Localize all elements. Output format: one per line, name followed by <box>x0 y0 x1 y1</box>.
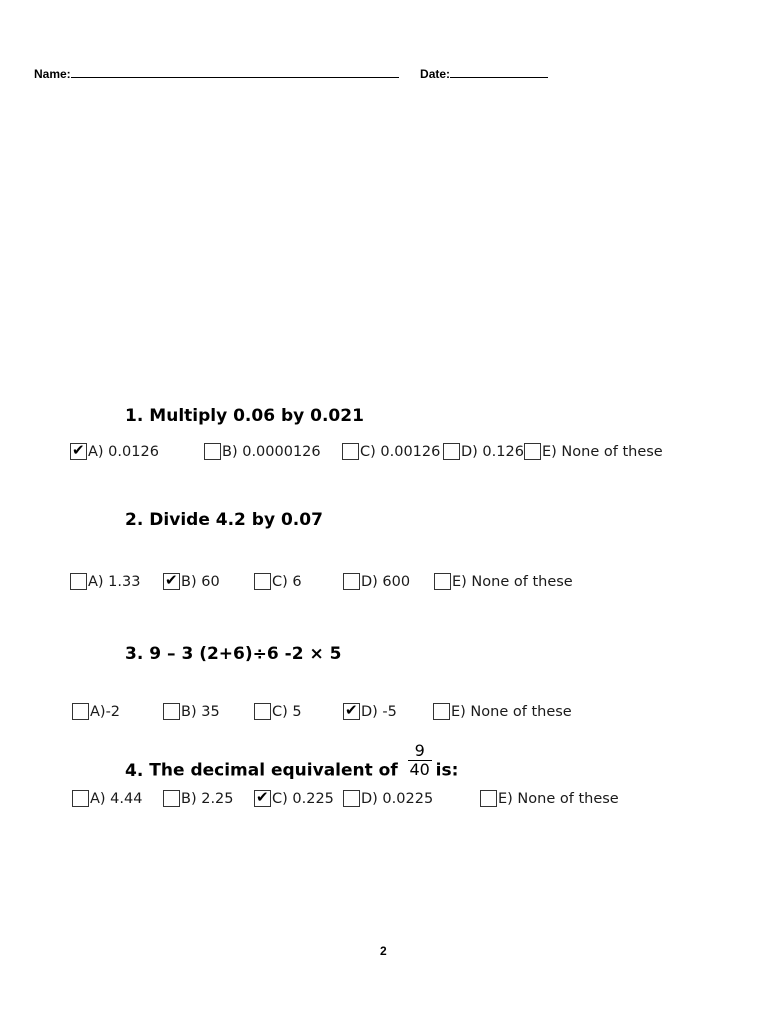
option-label: D) 0.126 <box>461 443 524 460</box>
question-text: Divide 4.2 by 0.07 <box>149 510 323 530</box>
option-e[interactable] <box>434 573 573 590</box>
question-number: 2. <box>125 510 144 530</box>
question-4 <box>125 741 459 789</box>
date-label: Date: <box>420 67 451 81</box>
option-label: B) 60 <box>181 573 220 590</box>
name-field[interactable] <box>71 66 399 78</box>
question-3-options <box>0 703 768 727</box>
option-e[interactable] <box>480 790 619 807</box>
question-number: 1. <box>125 406 144 426</box>
option-c[interactable] <box>342 443 440 460</box>
checkbox[interactable] <box>163 703 180 720</box>
question-1-options <box>0 443 768 467</box>
fraction-denominator: 40 <box>409 760 430 779</box>
option-label: E) None of these <box>451 703 572 720</box>
question-number: 3. <box>125 644 144 664</box>
question-text: Multiply 0.06 by 0.021 <box>149 406 364 426</box>
option-c[interactable] <box>254 573 302 590</box>
option-c[interactable] <box>254 790 334 807</box>
option-b[interactable] <box>163 703 220 720</box>
option-a[interactable] <box>70 573 140 590</box>
option-label: C) 0.225 <box>272 790 334 807</box>
question-1 <box>125 406 364 426</box>
checkbox[interactable] <box>480 790 497 807</box>
checkbox[interactable] <box>343 573 360 590</box>
option-label: C) 0.00126 <box>360 443 441 460</box>
fraction <box>408 742 432 779</box>
worksheet-header <box>34 66 548 81</box>
option-c[interactable] <box>254 703 302 720</box>
option-a[interactable] <box>72 703 120 720</box>
page-number: 2 <box>380 944 387 958</box>
checkbox-checked[interactable] <box>254 790 271 807</box>
checkbox[interactable] <box>163 790 180 807</box>
option-label: B) 0.0000126 <box>222 443 321 460</box>
question-number: 4. <box>125 760 144 781</box>
checkbox-checked[interactable] <box>343 703 360 720</box>
option-label: A) 0.0126 <box>88 443 159 460</box>
option-label: C) 5 <box>272 703 302 720</box>
fraction-numerator: 9 <box>414 741 425 760</box>
option-label: A) 1.33 <box>88 573 141 590</box>
checkbox[interactable] <box>72 790 89 807</box>
checkbox[interactable] <box>70 573 87 590</box>
checkbox[interactable] <box>524 443 541 460</box>
question-text: The decimal equivalent of <box>149 760 398 781</box>
checkbox[interactable] <box>342 443 359 460</box>
option-label: E) None of these <box>452 573 573 590</box>
checkbox[interactable] <box>254 703 271 720</box>
checkbox-checked[interactable] <box>163 573 180 590</box>
option-d[interactable] <box>343 703 397 720</box>
option-label: B) 2.25 <box>181 790 234 807</box>
option-label: D) 0.0225 <box>361 790 434 807</box>
question-2 <box>125 510 323 530</box>
option-a[interactable] <box>72 790 142 807</box>
option-a[interactable] <box>70 443 159 460</box>
option-b[interactable] <box>163 790 234 807</box>
option-b[interactable] <box>204 443 321 460</box>
option-label: E) None of these <box>498 790 619 807</box>
question-text-after: is: <box>435 760 459 781</box>
option-label: C) 6 <box>272 573 302 590</box>
question-3 <box>125 644 341 664</box>
checkbox[interactable] <box>443 443 460 460</box>
checkbox[interactable] <box>254 573 271 590</box>
option-label: D) -5 <box>361 703 397 720</box>
checkbox[interactable] <box>204 443 221 460</box>
option-d[interactable] <box>343 573 410 590</box>
option-d[interactable] <box>343 790 433 807</box>
checkbox[interactable] <box>434 573 451 590</box>
option-label: E) None of these <box>542 443 663 460</box>
option-e[interactable] <box>433 703 572 720</box>
option-e[interactable] <box>524 443 663 460</box>
checkbox[interactable] <box>343 790 360 807</box>
question-text: 9 – 3 (2+6)÷6 -2 × 5 <box>149 644 342 664</box>
question-2-options <box>0 573 768 597</box>
option-label: A) 4.44 <box>90 790 143 807</box>
option-label: A)-2 <box>90 703 121 720</box>
checkbox[interactable] <box>433 703 450 720</box>
checkbox-checked[interactable] <box>70 443 87 460</box>
option-label: D) 600 <box>361 573 411 590</box>
name-label: Name: <box>34 67 71 81</box>
question-4-options <box>0 790 768 814</box>
date-field[interactable] <box>450 66 548 78</box>
checkbox[interactable] <box>72 703 89 720</box>
option-label: B) 35 <box>181 703 220 720</box>
option-d[interactable] <box>443 443 524 460</box>
option-b[interactable] <box>163 573 220 590</box>
